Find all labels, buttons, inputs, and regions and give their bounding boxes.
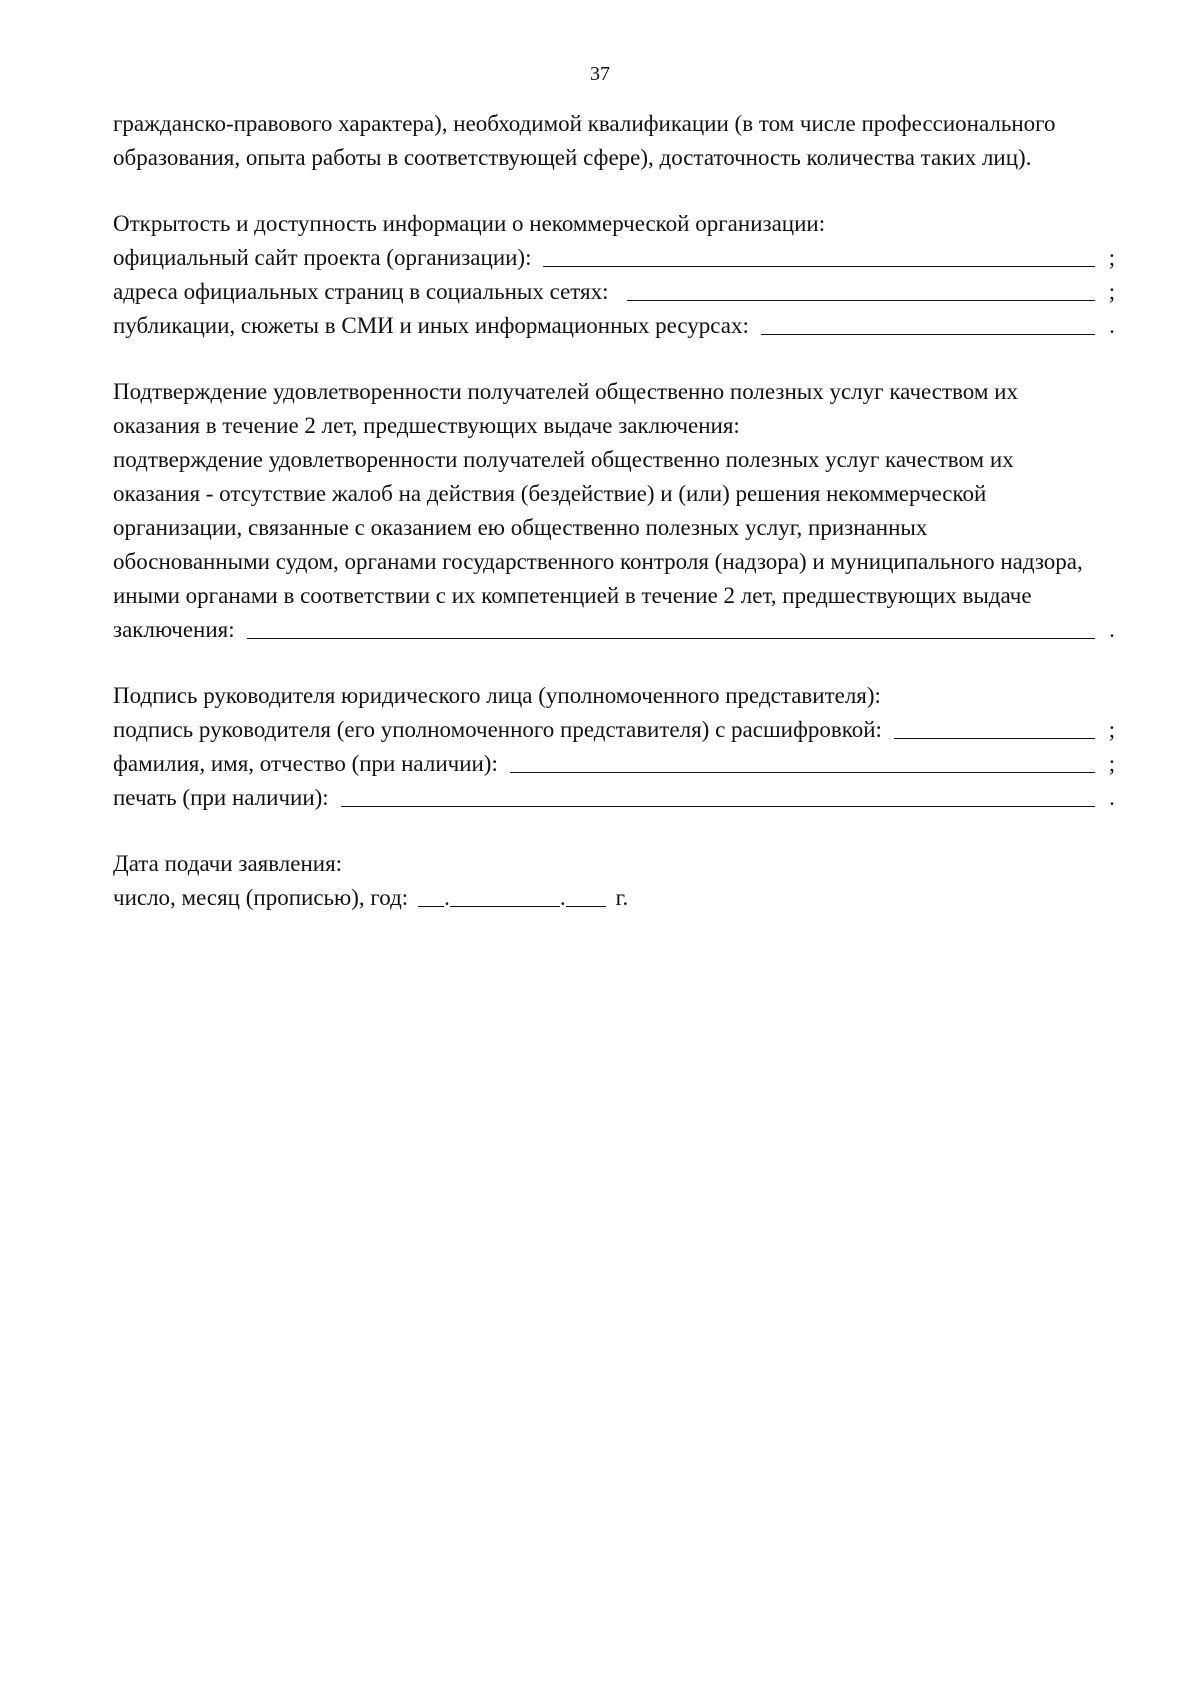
- satisfaction-line-2: оказания в течение 2 лет, предшествующих выдаче заключения:: [113, 413, 740, 438]
- date-dot-1: .: [444, 885, 450, 910]
- seal-field-row: [113, 784, 1123, 812]
- sign-field-row: [113, 716, 1123, 744]
- social-field-row: [113, 278, 1123, 306]
- sign-field-label: подпись руководителя (его уполномоченного представителя) с расшифровкой:: [113, 717, 882, 742]
- intro-line-1: гражданско-правового характера), необходимой квалификации (в том числе профессионального: [113, 111, 1056, 136]
- page-number: 37: [590, 63, 610, 85]
- satisfaction-line-4: оказания - отсутствие жалоб на действия (бездействие) и (или) решения некоммерческой: [113, 481, 987, 506]
- sign-field-blank[interactable]: [894, 716, 1095, 739]
- fullname-field-label: фамилия, имя, отчество (при наличии):: [113, 751, 498, 776]
- seal-field-label: печать (при наличии):: [113, 785, 329, 810]
- date-year-suffix: г.: [615, 885, 629, 910]
- media-field-label: публикации, сюжеты в СМИ и иных информационных ресурсах:: [113, 313, 749, 338]
- date-heading: Дата подачи заявления:: [113, 851, 343, 876]
- fullname-field-row: [113, 750, 1123, 778]
- site-field-row: [113, 244, 1123, 272]
- date-year-blank[interactable]: [566, 884, 606, 907]
- site-field-label: официальный сайт проекта (организации):: [113, 245, 532, 270]
- date-day-blank[interactable]: [418, 884, 444, 907]
- social-field-punct: ;: [1108, 279, 1116, 304]
- site-field-blank[interactable]: [543, 244, 1095, 267]
- satisfaction-line-6: обоснованными судом, органами государственного контроля (надзора) и муниципального надзора,: [113, 549, 1083, 574]
- fullname-field-punct: ;: [1108, 751, 1116, 776]
- intro-line-2: образования, опыта работы в соответствующей сфере), достаточность количества таких лиц).: [113, 145, 1032, 170]
- complaints-field-punct: .: [1109, 617, 1115, 642]
- media-field-row: [113, 312, 1123, 340]
- satisfaction-line-1: Подтверждение удовлетворенности получателей общественно полезных услуг качеством их: [113, 379, 1018, 404]
- complaints-field-label: заключения:: [113, 617, 235, 642]
- social-field-label: адреса официальных страниц в социальных сетях:: [113, 279, 609, 304]
- media-field-blank[interactable]: [761, 312, 1095, 335]
- date-month-blank[interactable]: [450, 884, 560, 907]
- media-field-punct: .: [1109, 313, 1115, 338]
- date-dot-2: .: [559, 885, 566, 910]
- signature-heading: Подпись руководителя юридического лица (уполномоченного представителя):: [113, 683, 881, 708]
- site-field-punct: ;: [1108, 245, 1116, 270]
- fullname-field-blank[interactable]: [510, 750, 1095, 773]
- satisfaction-line-7: иными органами в соответствии с их компетенцией в течение 2 лет, предшествующих выдаче: [113, 583, 1032, 608]
- openness-heading: Открытость и доступность информации о некоммерческой организации:: [113, 211, 826, 236]
- social-field-blank[interactable]: [627, 278, 1095, 301]
- seal-field-punct: .: [1109, 785, 1115, 810]
- satisfaction-line-5: организации, связанные с оказанием ею общественно полезных услуг, признанных: [113, 515, 928, 540]
- complaints-field-row: [113, 616, 1123, 644]
- complaints-field-blank[interactable]: [247, 616, 1095, 639]
- date-field-row: [113, 884, 628, 912]
- satisfaction-line-3: подтверждение удовлетворенности получателей общественно полезных услуг качеством их: [113, 447, 1014, 472]
- seal-field-blank[interactable]: [341, 784, 1095, 807]
- date-field-label: число, месяц (прописью), год:: [113, 885, 409, 910]
- sign-field-punct: ;: [1108, 717, 1116, 742]
